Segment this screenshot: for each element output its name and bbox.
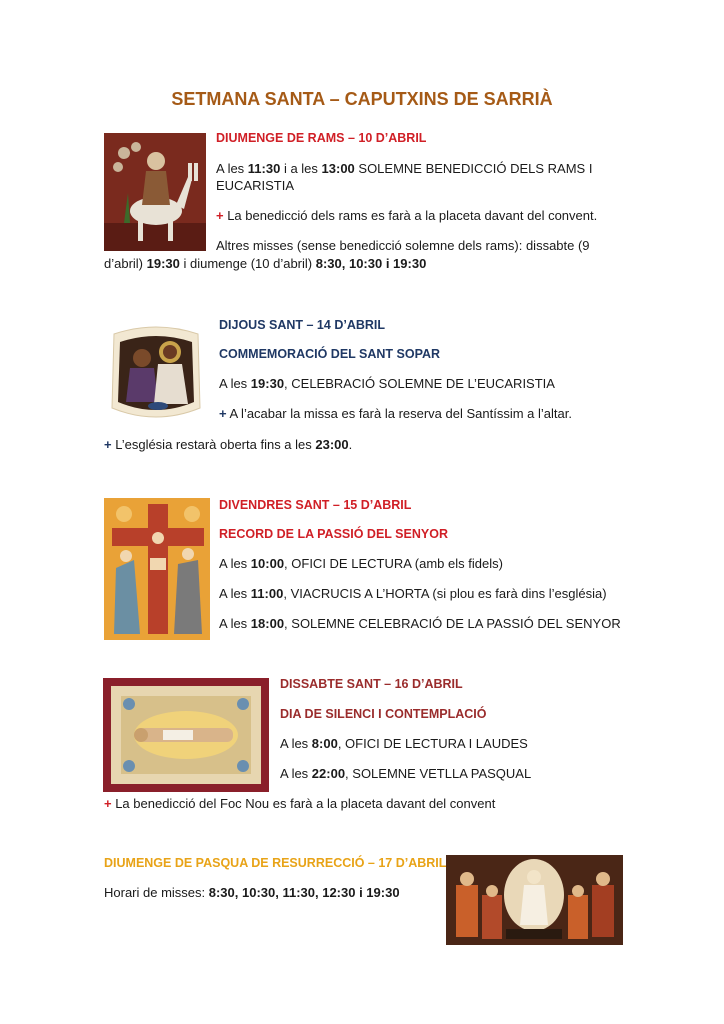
holy-thursday-note-1: + A l’acabar la missa es farà la reserva del Santíssim a l’altar. [219, 406, 572, 421]
easter-line-1: Horari de misses: 8:30, 10:30, 11:30, 12:30 i 19:30 [104, 885, 400, 900]
holy-saturday-subheading: DIA DE SILENCI I CONTEMPLACIÓ [280, 707, 487, 721]
good-friday-subheading: RECORD DE LA PASSIÓ DEL SENYOR [219, 527, 448, 541]
crucifixion-icon [104, 498, 210, 640]
holy-thursday-subheading: COMMEMORACIÓ DEL SANT SOPAR [219, 347, 441, 361]
palm-sunday-line-2: EUCARISTIA [216, 178, 295, 193]
last-supper-icon [108, 322, 204, 422]
palm-sunday-other-2: d’abril) 19:30 i diumenge (10 d’abril) 8:30, 10:30 i 19:30 [104, 256, 427, 271]
epitaphios-icon [103, 678, 269, 792]
palm-sunday-heading: DIUMENGE DE RAMS – 10 D’ABRIL [216, 131, 427, 145]
holy-saturday-line-1: A les 8:00, OFICI DE LECTURA I LAUDES [280, 736, 528, 751]
good-friday-line-2: A les 11:00, VIACRUCIS A L’HORTA (si plou es farà dins l’església) [219, 586, 607, 601]
resurrection-icon [446, 855, 623, 945]
holy-thursday-note-2: + L’església restarà oberta fins a les 23:00. [104, 437, 353, 452]
easter-heading: DIUMENGE DE PASQUA DE RESURRECCIÓ – 17 D’ABRIL [104, 856, 447, 870]
holy-thursday-heading: DIJOUS SANT – 14 D’ABRIL [219, 318, 386, 332]
palm-sunday-other-1: Altres misses (sense benedicció solemne dels rams): dissabte (9 [216, 238, 590, 253]
good-friday-line-1: A les 10:00, OFICI DE LECTURA (amb els fidels) [219, 556, 503, 571]
holy-saturday-note: + La benedicció del Foc Nou es farà a la placeta davant del convent [104, 796, 496, 811]
palm-sunday-note: + La benedicció dels rams es farà a la placeta davant del convent. [216, 208, 598, 223]
good-friday-heading: DIVENDRES SANT – 15 D’ABRIL [219, 498, 412, 512]
holy-saturday-line-2: A les 22:00, SOLEMNE VETLLA PASQUAL [280, 766, 532, 781]
holy-thursday-line-1: A les 19:30, CELEBRACIÓ SOLEMNE DE L’EUCARISTIA [219, 376, 555, 391]
holy-saturday-heading: DISSABTE SANT – 16 D’ABRIL [280, 677, 463, 691]
palm-sunday-icon [104, 133, 206, 251]
good-friday-line-3: A les 18:00, SOLEMNE CELEBRACIÓ DE LA PASSIÓ DEL SENYOR [219, 616, 621, 631]
palm-sunday-line-1: A les 11:30 i a les 13:00 SOLEMNE BENEDICCIÓ DELS RAMS I [216, 161, 593, 176]
page-title: SETMANA SANTA – CAPUTXINS DE SARRIÀ [171, 89, 553, 109]
